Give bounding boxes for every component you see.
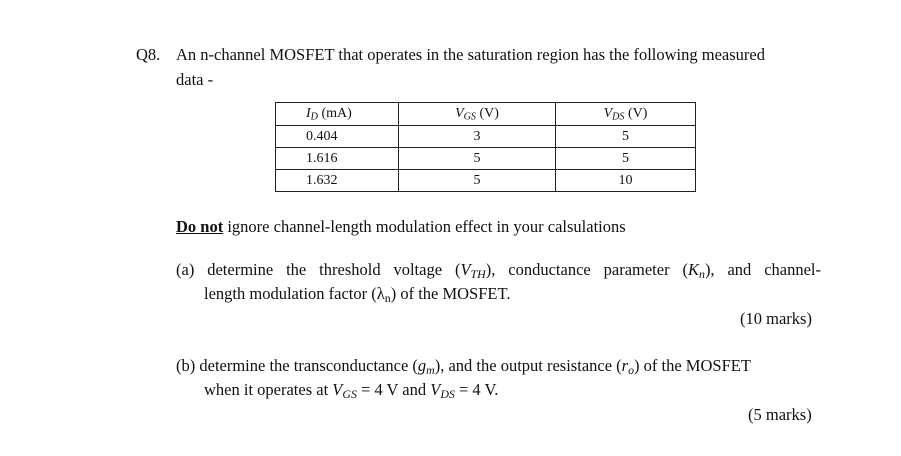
header-vds: $V_{DS}$ (V) <box>556 103 696 126</box>
part-b-line1: (b) determine the transconductance $(g_m)$, and the output resistance $(r_o)$ of the MOSFET <box>176 356 751 377</box>
header-vgs: $V_{GS}$ (V) <box>399 103 556 126</box>
cell-vgs: 3 <box>399 126 556 148</box>
measured-data-table <box>275 102 696 192</box>
note-text: ignore channel-length modulation effect in your calsulations <box>223 217 626 236</box>
cell-vds: 5 <box>556 126 696 148</box>
cell-vgs: 5 <box>399 170 556 192</box>
table-row <box>276 126 696 148</box>
table-row <box>276 148 696 170</box>
header-id: $I_D$ (mA) <box>276 103 399 126</box>
cell-vds: 5 <box>556 148 696 170</box>
cell-id: 1.632 <box>276 170 399 192</box>
part-a-line1: (a) determine the threshold voltage $(V_{TH})$, conductance parameter $(K_n)$, and channel- <box>176 260 821 281</box>
part-a-line2: length modulation factor $(\lambda_n)$ of the MOSFET. <box>204 284 511 305</box>
note-emphasis: Do not <box>176 217 224 236</box>
question-stem-line2: data - <box>176 70 214 89</box>
table-header-row <box>276 103 696 126</box>
question-number: Q8. <box>136 45 161 64</box>
cell-id: 0.404 <box>276 126 399 148</box>
part-b-line2: when it operates at $V_{GS} = 4$ V and $V_{DS} = 4$ V. <box>204 380 499 401</box>
part-a-marks: (10 marks) <box>740 309 812 328</box>
question-stem-line1: An n-channel MOSFET that operates in the saturation region has the following measured <box>176 45 765 64</box>
cell-vds: 10 <box>556 170 696 192</box>
part-b-marks: (5 marks) <box>748 405 812 424</box>
table-row <box>276 170 696 192</box>
cell-id: 1.616 <box>276 148 399 170</box>
instruction-note <box>176 217 626 237</box>
cell-vgs: 5 <box>399 148 556 170</box>
